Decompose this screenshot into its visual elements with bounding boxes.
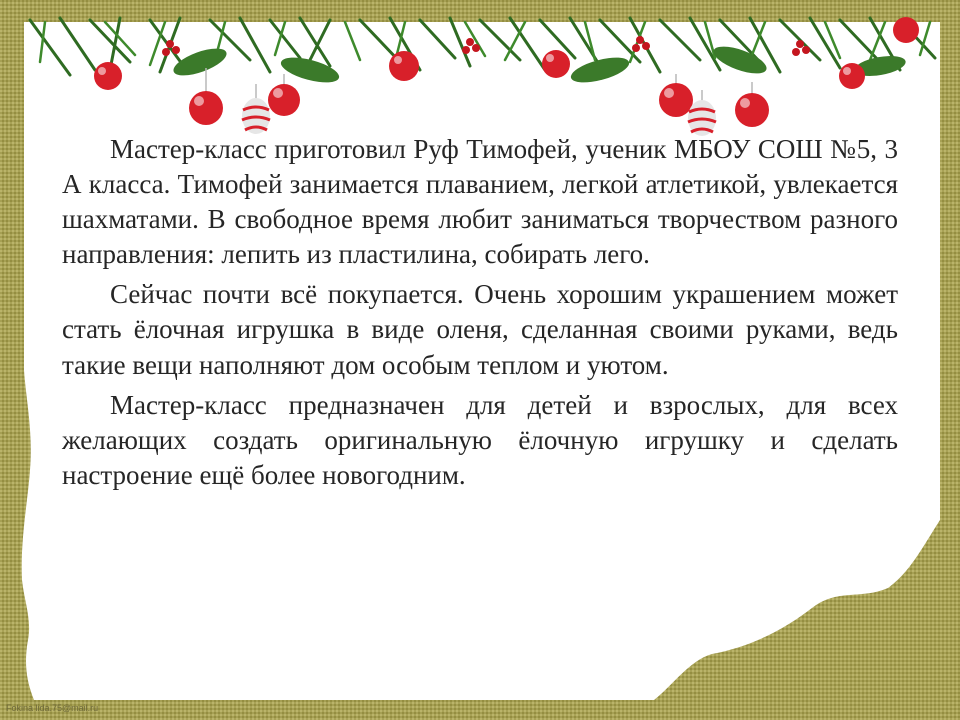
paragraph-purpose: Сейчас почти всё покупается. Очень хорошим украшением может стать ёлочная игрушка в виде оленя, сделанная своими руками, ведь такие вещи наполняют дом особым теплом и уютом. xyxy=(62,279,898,380)
paragraph-author: Мастер-класс приготовил Руф Тимофей, ученик МБОУ СОШ №5, 3 А класса. Тимофей занимается плаванием, легкой атлетикой, увлекается шахматами. В свободное время любит заниматься творчеством разного направления: лепить из пластилина, собирать лего. xyxy=(62,134,898,270)
christmas-garland xyxy=(0,0,960,140)
watermark: Fokina lida.75@mail.ru xyxy=(6,703,99,713)
text-block xyxy=(62,132,898,498)
paragraph-audience: Мастер-класс предназначен для детей и взрослых, для всех желающих создать оригинальную ёлочную игрушку и сделать настроение ещё более новогодним. xyxy=(62,389,898,490)
